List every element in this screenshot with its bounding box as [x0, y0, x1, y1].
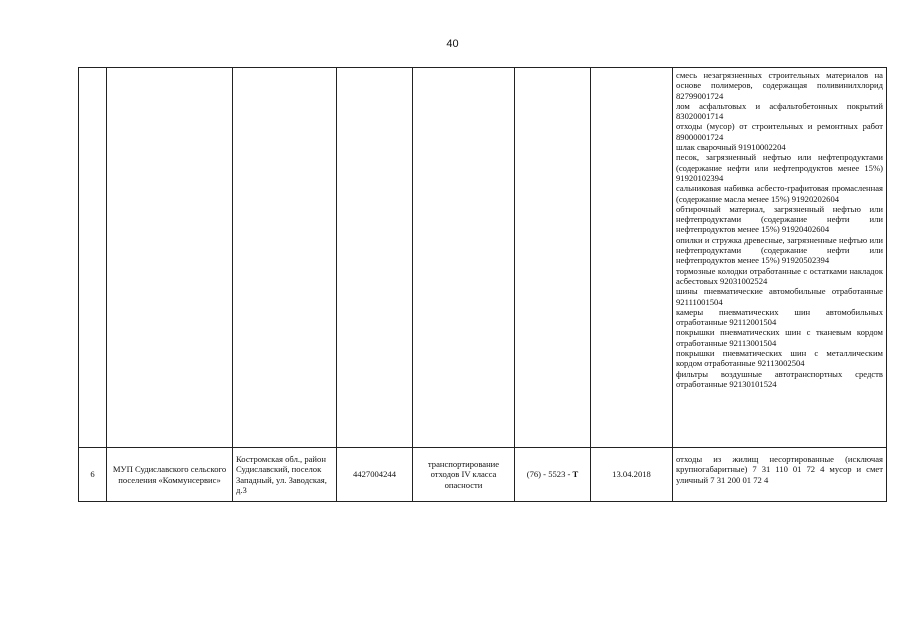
- waste-item: шины пневматические автомобильные отработанные 92111001504: [676, 286, 883, 307]
- page-number: 40: [446, 38, 459, 50]
- cell-address: [233, 68, 337, 448]
- waste-item: камеры пневматических шин автомобильных отработанные 92112001504: [676, 306, 883, 328]
- activity-type: транспортирование отходов IV класса опасности: [413, 448, 515, 502]
- cell-date: [591, 68, 673, 448]
- waste-item: тормозные колодки отработанные с остатками накладок асбестовых 92031002524: [676, 265, 883, 286]
- waste-item: сальниковая набивка асбесто-графитовая промасленная (содержание масла менее 15%) 91920202604: [676, 183, 883, 204]
- waste-item: лом асфальтовых и асфальтобетонных покрытий 83020001714: [676, 100, 883, 122]
- license-number: [515, 448, 591, 502]
- license-table: [78, 67, 887, 502]
- waste-item: песок, загрязненный нефтью или нефтепродуктами (содержание нефти или нефтепродуктов менее 15%) 91920102394: [676, 152, 883, 183]
- organization-inn: 4427004244: [337, 448, 413, 502]
- cell-activity: [413, 68, 515, 448]
- waste-codes: отходы из жилищ несортированные (исключая крупногабаритные) 7 31 110 01 72 4 мусор и смет уличный 7 31 200 01 72 4: [673, 448, 887, 502]
- table-row-continued: [79, 68, 887, 448]
- license-suffix: Т: [572, 469, 579, 480]
- row-number: 6: [79, 448, 107, 502]
- cell-license: [515, 68, 591, 448]
- license-date: 13.04.2018: [591, 448, 673, 502]
- waste-item: обтирочный материал, загрязненный нефтью или нефтепродуктами (содержание нефти или нефтепродуктов менее 15%) 91920402604: [676, 203, 883, 235]
- organization-address: Костромская обл., район Судиславский, поселок Западный, ул. Заводская, д.3: [233, 448, 337, 502]
- cell-num: [79, 68, 107, 448]
- cell-inn: [337, 68, 413, 448]
- organization-name: МУП Судиславского сельского поселения «Коммунсервис»: [107, 448, 233, 502]
- waste-item: фильтры воздушные автотранспортных средств отработанные 92130101524: [676, 368, 883, 389]
- cell-name: [107, 68, 233, 448]
- waste-item: опилки и стружка древесные, загрязненные нефтью или нефтепродуктами (содержание нефти или нефтепродуктов менее 15%) 91920502394: [676, 234, 883, 266]
- cell-waste-list: [673, 68, 887, 448]
- table-row-6: [79, 448, 887, 502]
- waste-item: покрышки пневматических шин с тканевым кордом отработанные 92113001504: [676, 327, 883, 348]
- waste-item: шлак сварочный 91910002204: [676, 142, 786, 153]
- license-prefix: (76) - 5523 -: [526, 469, 573, 480]
- waste-item: отходы (мусор) от строительных и ремонтных работ 89000001724: [676, 121, 883, 142]
- waste-item: смесь незагрязненных строительных материалов на основе полимеров, содержащая поливинилхлорид 82799001724: [676, 70, 883, 101]
- waste-item: покрышки пневматических шин с металлическим кордом отработанные 92113002504: [676, 348, 883, 369]
